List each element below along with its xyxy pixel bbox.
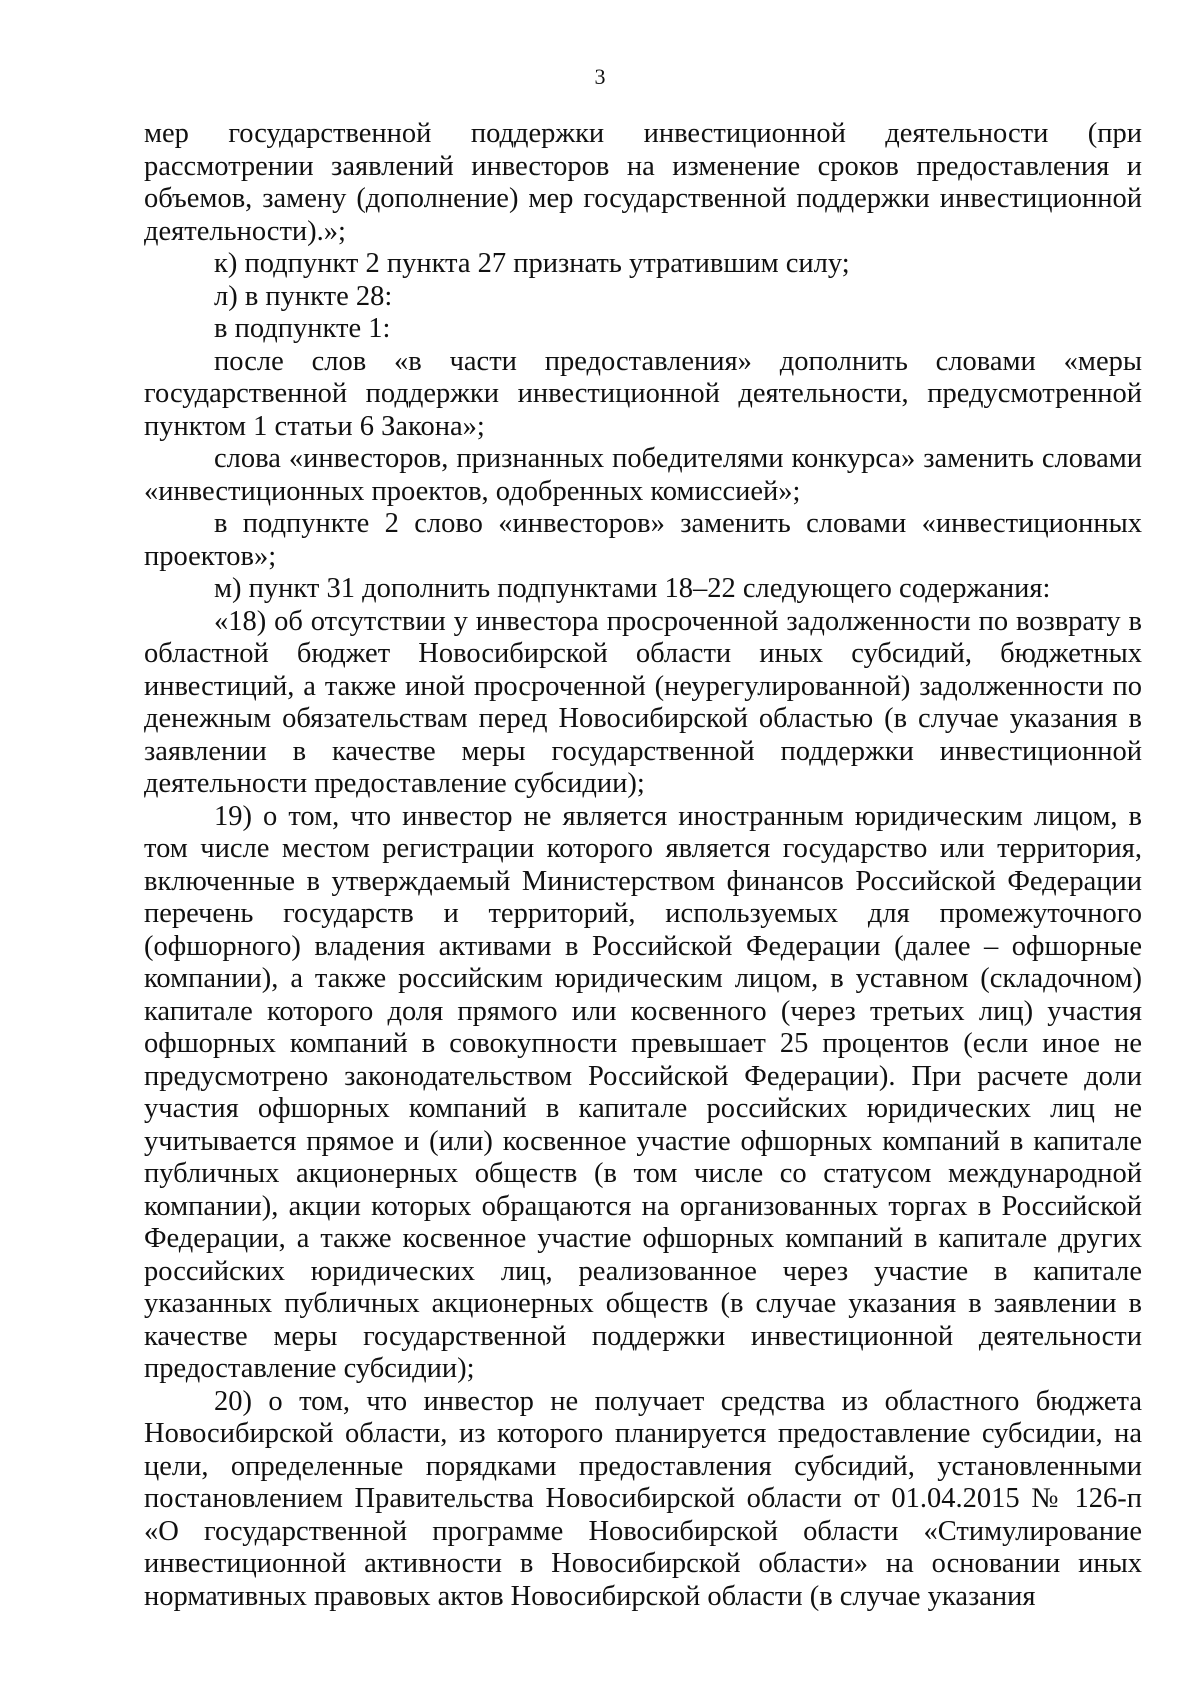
paragraph-item-l: л) в пункте 28: — [214, 280, 393, 312]
paragraph-replace-words: слова «инвесторов, признанных победителями конкурса» заменить словами «инвестиционных проектов, одобренных комиссией»; — [144, 443, 1142, 507]
paragraph-item-k: к) подпункт 2 пункта 27 признать утратившим силу; — [214, 248, 850, 279]
paragraph-subitem-2: в подпункте 2 слово «инвесторов» заменить словами «инвестиционных проектов»; — [144, 508, 1142, 572]
paragraph-subitem-19: 19) о том, что инвестор не является иностранным юридическим лицом, в том числе местом регистрации которого является государство или территория, включенные в утверждаемый Министерством финансов Российской Федерации перечень государств и территорий, используемых для промежуточного (офшорного) владения активами в Российской Федерации (далее – офшорные компании), а также российским юридическим лицом, в уставном (складочном) капитале которого доля прямого или косвенного (через третьих лиц) участия офшорных компаний в совокупности превышает 25 процентов (если иное не предусмотрено законодательством Российской Федерации). При расчете доли участия офшорных компаний в капитале российских юридических лиц не учитывается прямое и (или) косвенное участие офшорных компаний в капитале публичных акционерных обществ (в том числе со статусом международной компании), акции которых обращаются на организованных торгах в Российской Федерации, а также косвенное участие офшорных компаний в капитале других российских юридических лиц, реализованное через участие в капитале указанных публичных акционерных обществ (в случае указания в заявлении в качестве меры государственной поддержки инвестиционной деятельности предоставление субсидии); — [144, 800, 1142, 1384]
paragraph-continuation: мер государственной поддержки инвестиционной деятельности (при рассмотрении заявлений инвесторов на изменение сроков предоставления и объемов, замену (дополнение) мер государственной поддержки инвестиционной деятельности).»; — [144, 118, 1142, 247]
paragraph-subitem-1: в подпункте 1: — [214, 313, 391, 344]
paragraph-after-words: после слов «в части предоставления» дополнить словами «меры государственной поддержки инвестиционной деятельности, предусмотренной пунктом 1 статьи 6 Закона»; — [144, 345, 1142, 442]
paragraph-subitem-18: «18) об отсутствии у инвестора просроченной задолженности по возврату в областной бюджет Новосибирской области иных субсидий, бюджетных инвестиций, а также иной просроченной (неурегулированной) задолженности по денежным обязательствам перед Новосибирской областью (в случае указания в заявлении в качестве меры государственной поддержки инвестиционной деятельности предоставление субсидии); — [144, 605, 1142, 799]
paragraph-subitem-20: 20) о том, что инвестор не получает средства из областного бюджета Новосибирской области, из которого планируется предоставление субсидии, на цели, определенные порядками предоставления субсидий, установленными постановлением Правительства Новосибирской области от 01.04.2015 № 126-п «О государственной программе Новосибирской области «Стимулирование инвестиционной активности в Новосибирской области» на основании иных нормативных правовых актов Новосибирской области (в случае указания — [144, 1385, 1142, 1612]
paragraph-item-m: м) пункт 31 дополнить подпунктами 18–22 следующего содержания: — [214, 573, 1051, 604]
document-body — [144, 118, 1142, 1613]
page-number: 3 — [594, 64, 606, 89]
